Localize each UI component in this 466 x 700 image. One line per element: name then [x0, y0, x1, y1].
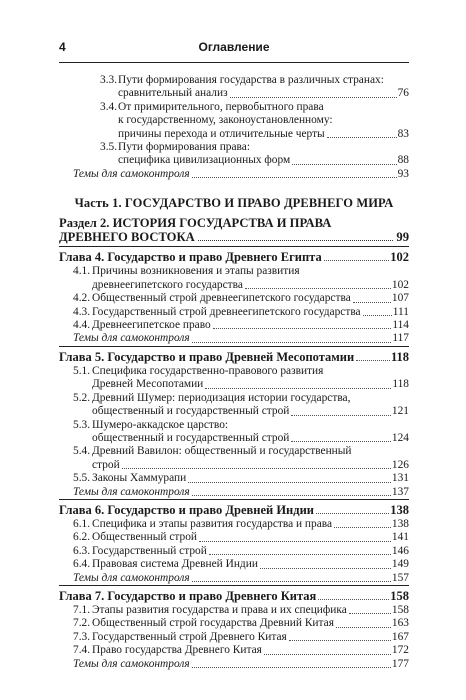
section-heading: Раздел 2. ИСТОРИЯ ГОСУДАРСТВА И ПРАВА ДРЕВНЕГО ВОСТОКА 99 [59, 216, 409, 244]
selfcheck-entry: Темы для самоконтроля 177 [73, 657, 409, 670]
page-ref: 172 [391, 644, 409, 657]
toc-entry: 6.3. Государственный строй 146 [73, 544, 409, 557]
toc-entry: 7.1. Этапы развития государства и права и их специфика 158 [73, 603, 409, 616]
page-ref: 102 [390, 250, 409, 265]
page-ref: 163 [391, 617, 409, 630]
page-ref: 117 [392, 332, 409, 345]
selfcheck-entry: Темы для самоконтроля 157 [73, 571, 409, 584]
page-ref: 177 [391, 657, 409, 670]
toc-entry: 7.3. Государственный строй Древнего Китая 167 [73, 630, 409, 643]
toc-entry: 5.2. Древний Шумер: периодизация истории государства, общественный и государственный строй 121 [73, 391, 409, 418]
page-ref: 149 [391, 558, 409, 571]
page-ref: 107 [391, 292, 409, 305]
page-ref: 146 [391, 544, 409, 557]
toc-entry: 4.2. Общественный строй древнеегипетского государства 107 [73, 292, 409, 305]
page-ref: 141 [391, 531, 409, 544]
page-ref: 158 [390, 588, 409, 603]
page-ref: 76 [397, 87, 409, 100]
part-heading: Часть 1. ГОСУДАРСТВО И ПРАВО ДРЕВНЕГО МИРА [74, 196, 394, 211]
selfcheck-entry: Темы для самоконтроля 93 [73, 167, 409, 180]
page-ref: 114 [392, 319, 409, 332]
toc-entry: 4.4. Древнеегипетское право 114 [73, 319, 409, 332]
toc-entry: 7.2. Общественный строй государства Древний Китая 163 [73, 617, 409, 630]
running-title: Оглавление [198, 40, 270, 54]
page-ref: 158 [391, 603, 409, 616]
toc-entry: 6.4. Правовая система Древней Индии 149 [73, 558, 409, 571]
page-ref: 157 [391, 571, 409, 584]
table-of-contents [59, 74, 409, 671]
page-number: 4 [59, 40, 66, 54]
page-ref: 118 [392, 378, 409, 391]
chapter-heading: Глава 7. Государство и право Древнего Китая 158 [59, 585, 409, 604]
page-ref: 118 [390, 349, 409, 364]
page-ref: 99 [396, 229, 409, 244]
page-ref: 126 [391, 458, 409, 471]
toc-entry: 5.1. Специфика государственно-правового развития Древней Месопотамии 118 [73, 364, 409, 391]
toc-entry: 7.4. Право государства Древнего Китая 172 [73, 644, 409, 657]
chapter-heading: Глава 4. Государство и право Древнего Египта 102 [59, 246, 409, 265]
page-ref: 111 [392, 305, 409, 318]
page-ref: 124 [391, 431, 409, 444]
selfcheck-entry: Темы для самоконтроля 117 [73, 332, 409, 345]
toc-entry: 5.4. Древний Вавилон: общественный и государственный строй 126 [73, 445, 409, 471]
toc-entry: 5.3. Шумеро-аккадское царство: общественный и государственный строй 124 [73, 418, 409, 444]
page-ref: 138 [391, 517, 409, 530]
page-ref: 93 [397, 167, 409, 180]
chapter-heading: Глава 5. Государство и право Древней Месопотамии 118 [59, 346, 409, 365]
toc-entry: 6.2. Общественный строй 141 [73, 531, 409, 544]
page-ref: 83 [397, 127, 409, 140]
toc-entry: 5.5. Законы Хаммурапи 131 [73, 472, 409, 485]
page-ref: 167 [391, 630, 409, 643]
toc-entry: 3.4. От примирительного, первобытного права к государственному, законоустановленному: причины перехода и отличительные черты 83 [100, 100, 409, 140]
page-ref: 121 [391, 405, 409, 418]
chapter-heading: Глава 6. Государство и право Древней Индии 138 [59, 499, 409, 518]
page-ref: 131 [391, 472, 409, 485]
header-rule [59, 62, 409, 63]
toc-entry: 6.1. Специфика и этапы развития государства и права 138 [73, 517, 409, 530]
page-header [59, 40, 409, 58]
page-ref: 88 [397, 154, 409, 167]
selfcheck-entry: Темы для самоконтроля 137 [73, 485, 409, 498]
page-ref: 138 [390, 502, 409, 517]
toc-entry: 3.5. Пути формирования права: специфика цивилизационных форм 88 [100, 141, 409, 167]
page-ref: 102 [391, 278, 409, 291]
page-ref: 137 [391, 485, 409, 498]
toc-entry: 3.3. Пути формирования государства в различных странах: сравнительный анализ 76 [100, 74, 409, 100]
toc-entry: 4.3. Государственный строй древнеегипетского государства 111 [73, 305, 409, 318]
toc-entry: 4.1. Причины возникновения и этапы развития древнеегипетского государства 102 [73, 265, 409, 291]
